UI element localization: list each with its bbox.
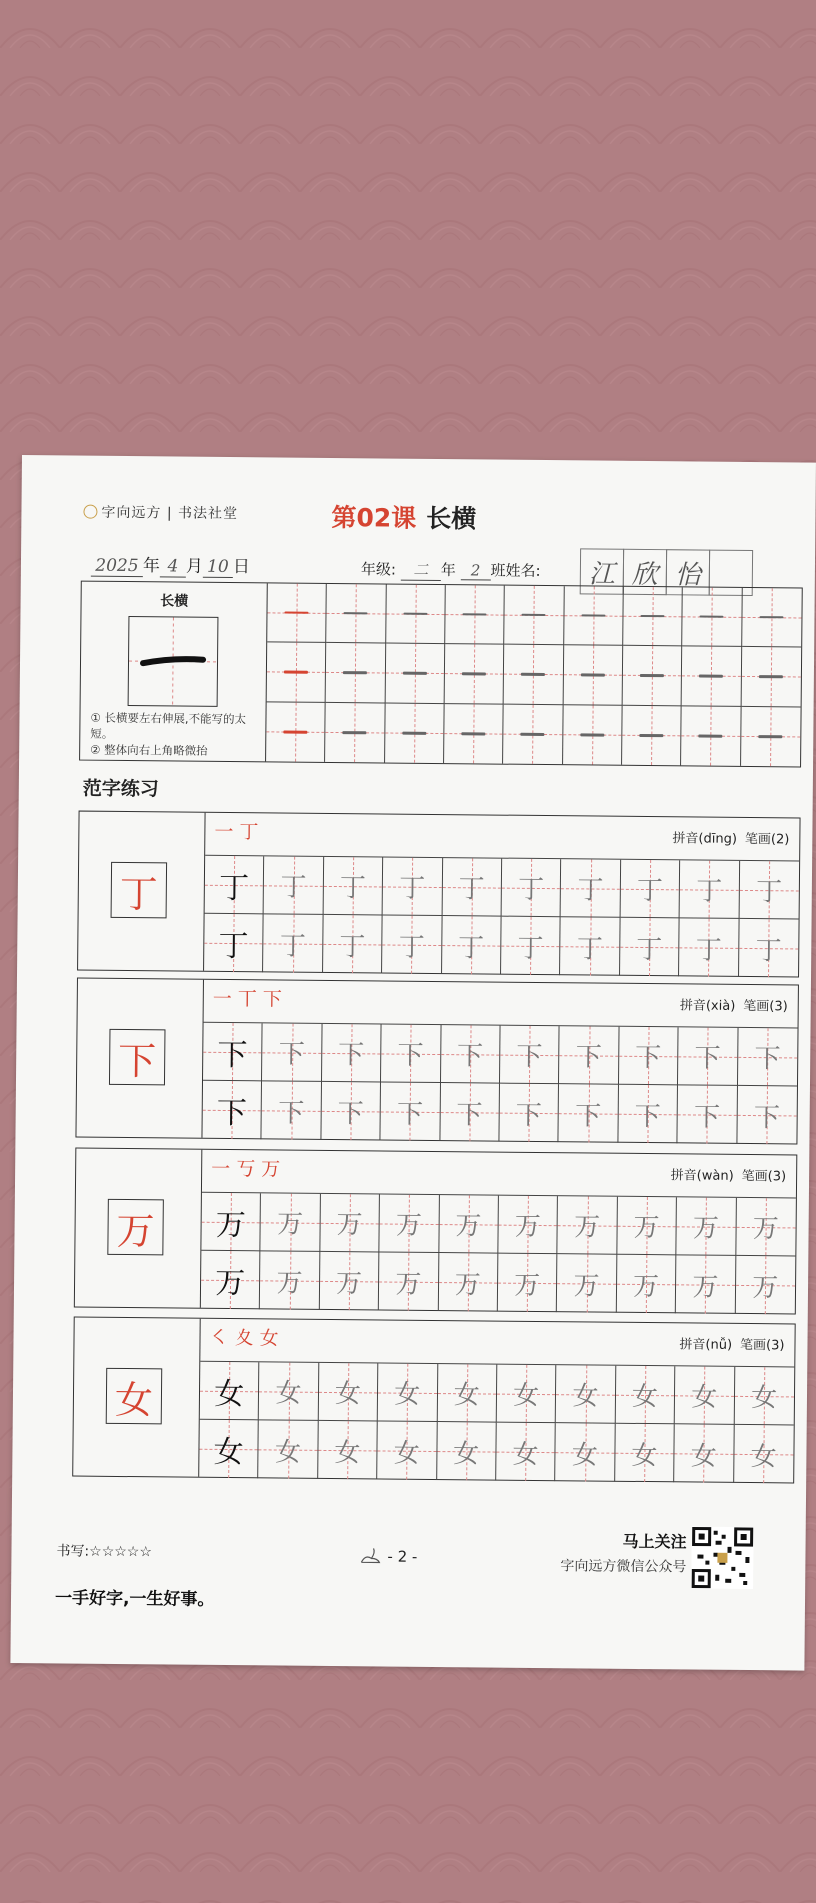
stroke-count: 笔画(3) (739, 1337, 785, 1354)
practice-cell (617, 1197, 677, 1256)
practice-cell (560, 917, 620, 976)
handwritten-char: 丁 (576, 933, 604, 965)
practice-cell (556, 1423, 616, 1482)
handwritten-char: 下 (515, 1100, 543, 1131)
stroke-practice-cell (741, 707, 801, 767)
practice-stroke (760, 616, 784, 619)
practice-cell (558, 1196, 618, 1255)
pinyin-strokes-info (679, 1333, 784, 1353)
handwritten-char: 下 (575, 1100, 602, 1132)
stroke-practice-cell (683, 587, 743, 647)
handwritten-char: 丁 (517, 933, 544, 964)
handwritten-char: 女 (631, 1381, 659, 1413)
practice-cell (739, 861, 799, 920)
character-block-1 (77, 811, 801, 978)
stroke-guide-info (80, 582, 268, 762)
lesson-number: 第02课 (331, 502, 417, 533)
handwritten-char: 女 (275, 1378, 302, 1409)
practice-cell (496, 1423, 556, 1482)
model-char: 女 (214, 1376, 245, 1412)
stroke-order: 一丂万 (211, 1157, 287, 1181)
stroke-count: 笔画(2) (744, 831, 790, 848)
handwritten-char: 下 (754, 1044, 781, 1075)
handwritten-char: 万 (514, 1270, 541, 1301)
handwritten-char: 女 (513, 1380, 540, 1412)
name-char-1: 江 (580, 548, 624, 594)
handwritten-char: 丁 (755, 877, 783, 908)
brand-emblem-icon (83, 505, 97, 519)
worksheet-page (10, 455, 816, 1671)
handwritten-char: 下 (634, 1101, 661, 1132)
practice-cell (319, 1363, 379, 1422)
class-number: 2 (460, 561, 490, 580)
practice-cell (674, 1424, 734, 1483)
handwritten-char: 万 (336, 1210, 363, 1241)
practice-cell (620, 860, 680, 919)
practice-cell (561, 859, 621, 918)
stroke-practice-cell (623, 587, 683, 647)
practice-cell (559, 1026, 619, 1085)
handwritten-char: 丁 (339, 873, 367, 904)
practice-cell (203, 1023, 263, 1082)
date-year: 2025 (91, 556, 143, 577)
practice-cell (204, 914, 264, 973)
practice-stroke (759, 675, 783, 678)
handwritten-char: 丁 (339, 931, 366, 962)
stroke-practice-cell (267, 643, 327, 703)
name-char-2: 欣 (623, 549, 667, 595)
pinyin-strokes-info (671, 1164, 787, 1184)
follow-label: 马上关注 (622, 1531, 687, 1552)
stroke-practice-cell (505, 586, 565, 646)
handwritten-char: 丁 (398, 932, 425, 963)
practice-cell (378, 1363, 438, 1422)
rating-label: 书写: (56, 1543, 90, 1560)
handwritten-char: 下 (278, 1039, 305, 1070)
practice-cell (264, 856, 324, 915)
date-month: 4 (160, 556, 186, 577)
practice-cell (680, 860, 740, 919)
stroke-practice-cell (682, 647, 742, 707)
handwritten-char: 下 (456, 1099, 483, 1130)
model-char: 下 (217, 1037, 248, 1073)
character-block-3 (74, 1148, 798, 1315)
stroke-practice-cell (622, 705, 682, 765)
practice-stroke (463, 613, 487, 616)
handwritten-char: 下 (753, 1102, 781, 1133)
model-stroke (285, 611, 309, 614)
practice-cell (202, 1081, 262, 1140)
date-line (91, 551, 250, 579)
handwritten-char: 万 (277, 1209, 304, 1240)
practice-cell (199, 1420, 259, 1479)
guide-note-2: ② 整体向右上角略微抬 (90, 742, 208, 758)
handwritten-char: 万 (455, 1211, 482, 1242)
practice-cell (259, 1362, 319, 1421)
name-label: 姓名: (505, 561, 541, 580)
practice-cell (205, 856, 265, 915)
handwritten-char: 女 (453, 1438, 480, 1469)
practice-stroke (344, 612, 368, 615)
practice-cell (441, 1025, 501, 1084)
stroke-practice-grid (266, 583, 802, 766)
stroke-practice-cell (266, 702, 326, 762)
stroke-demo-box (128, 616, 219, 707)
stroke-practice-cell (563, 646, 623, 706)
lesson-title (331, 498, 476, 535)
stroke-practice-cell (267, 583, 327, 643)
motto: 一手好字,一生好事。 (54, 1588, 215, 1610)
date-year-unit: 年 (142, 556, 161, 577)
stroke-name: 长横 (160, 593, 189, 610)
practice-cell (615, 1424, 675, 1483)
practice-cell (675, 1366, 735, 1425)
pinyin: 拼音(xià) (679, 998, 736, 1014)
model-char: 下 (216, 1095, 248, 1132)
practice-stroke (403, 613, 427, 616)
model-stroke (283, 731, 307, 734)
practice-cell (380, 1194, 440, 1253)
practice-cell (442, 858, 502, 917)
practice-cell (619, 1027, 679, 1086)
handwritten-char: 女 (334, 1437, 361, 1468)
practice-cell (556, 1365, 616, 1424)
stroke-count: 笔画(3) (743, 998, 788, 1015)
stroke-practice-cell (327, 584, 387, 644)
practice-cell (320, 1252, 380, 1311)
handwritten-char: 下 (396, 1099, 424, 1130)
stroke-practice-cell (444, 704, 504, 764)
grade-label: 年级: (360, 560, 397, 579)
character-practice-grid (199, 1361, 794, 1484)
practice-stroke (759, 735, 783, 738)
handwritten-char: 下 (278, 1097, 305, 1129)
practice-cell (735, 1256, 795, 1315)
handwritten-char: 女 (690, 1440, 717, 1472)
practice-cell (734, 1425, 794, 1484)
stroke-practice-cell (742, 588, 802, 648)
practice-stroke (699, 675, 723, 678)
practice-cell (559, 1084, 619, 1143)
practice-cell (497, 1365, 557, 1424)
practice-cell (502, 859, 562, 918)
practice-stroke (580, 733, 604, 736)
practice-cell (499, 1084, 559, 1143)
handwritten-char: 女 (631, 1440, 658, 1471)
handwritten-char: 万 (692, 1271, 719, 1303)
practice-stroke (521, 733, 545, 736)
section-title: 范字练习 (82, 777, 159, 801)
grade-value: 二 (401, 559, 441, 581)
handwritten-char: 丁 (636, 934, 663, 965)
handwritten-char: 万 (335, 1268, 363, 1299)
practice-cell (498, 1254, 558, 1313)
pinyin: 拼音(nǚ) (679, 1337, 733, 1353)
handwritten-char: 万 (692, 1213, 720, 1244)
character-block-2 (75, 978, 799, 1145)
character-practice-grid (204, 855, 799, 978)
handwritten-char: 下 (575, 1042, 602, 1073)
practice-stroke (581, 674, 605, 677)
handwritten-char: 万 (573, 1270, 600, 1302)
practice-stroke (700, 615, 724, 618)
grade-unit: 年 (440, 561, 456, 580)
handwritten-char: 女 (571, 1439, 599, 1471)
handwritten-char: 女 (453, 1380, 480, 1411)
stroke-practice-cell (386, 585, 446, 645)
brand-text: 字向远方 | 书法社堂 (101, 504, 239, 523)
pinyin-strokes-info (672, 827, 789, 847)
practice-stroke (522, 614, 546, 617)
practice-cell (737, 1086, 797, 1145)
model-char: 万 (215, 1207, 246, 1243)
practice-cell (263, 914, 323, 973)
stroke-order: ㇛夊女 (209, 1326, 285, 1350)
rabbit-icon (359, 1546, 381, 1564)
practice-cell (377, 1421, 437, 1480)
practice-cell (678, 1085, 738, 1144)
practice-cell (677, 1197, 737, 1256)
handwritten-char: 女 (750, 1441, 777, 1472)
handwritten-char: 丁 (457, 932, 485, 963)
name-char-3: 怡 (666, 549, 710, 595)
practice-stroke (521, 673, 545, 676)
handwritten-char: 万 (395, 1269, 422, 1300)
model-character: 万 (107, 1199, 164, 1256)
practice-cell (261, 1193, 321, 1252)
stroke-practice-cell (385, 644, 445, 704)
handwritten-char: 丁 (279, 930, 307, 962)
practice-cell (201, 1251, 261, 1310)
practice-stroke (699, 735, 723, 738)
handwritten-char: 万 (395, 1210, 423, 1241)
practice-cell (501, 917, 561, 976)
practice-stroke (640, 674, 664, 677)
practice-cell (259, 1420, 319, 1479)
model-character: 丁 (111, 862, 168, 919)
practice-cell (383, 857, 443, 916)
rating-stars: ☆☆☆☆☆ (89, 1543, 153, 1561)
practice-cell (381, 1024, 441, 1083)
practice-stroke (639, 734, 663, 737)
writing-rating (56, 1540, 152, 1561)
handwritten-char: 丁 (696, 876, 723, 907)
practice-cell (620, 918, 680, 977)
pinyin: 拼音(dīng) (672, 831, 737, 847)
handwritten-char: 下 (635, 1042, 662, 1074)
handwritten-char: 女 (751, 1383, 778, 1414)
practice-cell (262, 1023, 322, 1082)
qr-code-icon (691, 1526, 754, 1589)
practice-cell (442, 916, 502, 975)
stroke-practice-cell (325, 703, 385, 763)
handwritten-char: 丁 (517, 874, 545, 906)
practice-cell (618, 1085, 678, 1144)
practice-cell (617, 1255, 677, 1314)
practice-stroke (462, 672, 486, 675)
handwritten-char: 万 (514, 1211, 541, 1243)
practice-cell (438, 1253, 498, 1312)
model-character: 下 (109, 1029, 166, 1086)
stroke-practice-cell (564, 586, 624, 646)
practice-cell (323, 915, 383, 974)
stroke-guide-panel (79, 581, 803, 768)
stroke-practice-cell (623, 646, 683, 706)
practice-cell (616, 1366, 676, 1425)
practice-cell (437, 1364, 497, 1423)
handwritten-char: 万 (276, 1267, 303, 1299)
practice-cell (321, 1082, 381, 1141)
practice-stroke (403, 672, 427, 675)
stroke-practice-cell (503, 704, 563, 764)
stroke-practice-cell (445, 585, 505, 645)
practice-cell (323, 857, 383, 916)
stroke-practice-cell (563, 705, 623, 765)
practice-cell (200, 1362, 260, 1421)
brand-logo (83, 502, 238, 523)
practice-cell (260, 1251, 320, 1310)
model-char: 丁 (218, 928, 249, 965)
handwritten-char: 女 (691, 1382, 718, 1413)
practice-cell (322, 1024, 382, 1083)
handwritten-char: 女 (393, 1438, 420, 1469)
character-block-4 (72, 1317, 796, 1484)
handwritten-char: 万 (752, 1272, 779, 1303)
practice-stroke (343, 671, 367, 674)
character-practice-grid (202, 1022, 797, 1145)
handwritten-char: 丁 (577, 875, 604, 906)
practice-cell (201, 1193, 261, 1252)
handwritten-char: 丁 (280, 872, 307, 903)
handwritten-char: 万 (633, 1212, 660, 1244)
practice-cell (500, 1026, 560, 1085)
pinyin: 拼音(wàn) (670, 1168, 734, 1184)
handwritten-char: 下 (693, 1101, 721, 1133)
stroke-order: 一丁 (214, 820, 265, 844)
handwritten-char: 女 (512, 1439, 539, 1470)
practice-cell (676, 1255, 736, 1314)
stroke-count: 笔画(3) (741, 1168, 787, 1185)
date-day: 10 (203, 557, 233, 578)
stroke-order: 一丅下 (212, 987, 288, 1011)
handwritten-char: 万 (454, 1269, 481, 1300)
pinyin-strokes-info (680, 994, 788, 1014)
handwritten-char: 丁 (636, 875, 663, 907)
stroke-practice-cell (504, 645, 564, 705)
stroke-practice-cell (741, 647, 801, 707)
stroke-practice-cell (445, 644, 505, 704)
handwritten-char: 丁 (695, 934, 722, 966)
handwritten-char: 万 (574, 1212, 601, 1243)
handwritten-char: 下 (516, 1041, 543, 1073)
handwritten-char: 万 (752, 1214, 780, 1245)
stroke-practice-cell (385, 703, 445, 763)
date-month-unit: 月 (185, 556, 204, 577)
model-char: 万 (215, 1265, 246, 1302)
practice-stroke (581, 614, 605, 617)
model-char: 女 (213, 1434, 244, 1471)
handwritten-char: 丁 (755, 935, 782, 966)
practice-stroke (641, 615, 665, 618)
practice-cell (320, 1194, 380, 1253)
practice-stroke (343, 731, 367, 734)
practice-cell (739, 919, 799, 978)
practice-cell (318, 1421, 378, 1480)
model-char: 丁 (218, 870, 250, 906)
handwritten-char: 万 (632, 1271, 660, 1302)
practice-cell (381, 1082, 441, 1141)
practice-cell (262, 1081, 322, 1140)
model-character: 女 (106, 1368, 163, 1425)
page-number (359, 1546, 417, 1566)
stroke-practice-cell (326, 643, 386, 703)
handwritten-char: 女 (274, 1436, 302, 1468)
model-stroke (284, 671, 308, 674)
class-label: 班 (490, 561, 506, 580)
handwritten-char: 女 (394, 1379, 421, 1410)
practice-cell (498, 1196, 558, 1255)
stroke-demo-icon (129, 617, 218, 706)
wechat-account-label: 字向远方微信公众号 (560, 1558, 687, 1576)
handwritten-char: 女 (334, 1379, 362, 1410)
character-practice-grid (201, 1192, 796, 1315)
handwritten-char: 下 (397, 1040, 424, 1071)
practice-cell (439, 1195, 499, 1254)
handwritten-char: 丁 (458, 874, 485, 905)
practice-cell (738, 1028, 798, 1087)
practice-stroke (461, 732, 485, 735)
handwritten-char: 下 (694, 1043, 721, 1074)
practice-cell (734, 1367, 794, 1426)
handwritten-char: 丁 (399, 873, 426, 904)
date-day-unit: 日 (232, 557, 251, 578)
practice-cell (437, 1422, 497, 1481)
practice-stroke (402, 732, 426, 735)
handwritten-char: 下 (337, 1098, 364, 1129)
guide-note-1: ① 长横要左右伸展,不能写的太短。 (90, 710, 247, 741)
lesson-topic: 长横 (426, 503, 477, 534)
page-number-text: - 2 - (387, 1547, 418, 1566)
practice-cell (379, 1252, 439, 1311)
stroke-practice-cell (681, 706, 741, 766)
practice-cell (382, 915, 442, 974)
handwritten-char: 女 (572, 1381, 599, 1412)
practice-cell (440, 1083, 500, 1142)
handwritten-char: 下 (338, 1040, 365, 1071)
practice-cell (679, 918, 739, 977)
practice-cell (678, 1027, 738, 1086)
class-info (361, 558, 541, 582)
practice-cell (557, 1254, 617, 1313)
handwritten-char: 下 (456, 1041, 484, 1072)
practice-cell (736, 1198, 796, 1257)
